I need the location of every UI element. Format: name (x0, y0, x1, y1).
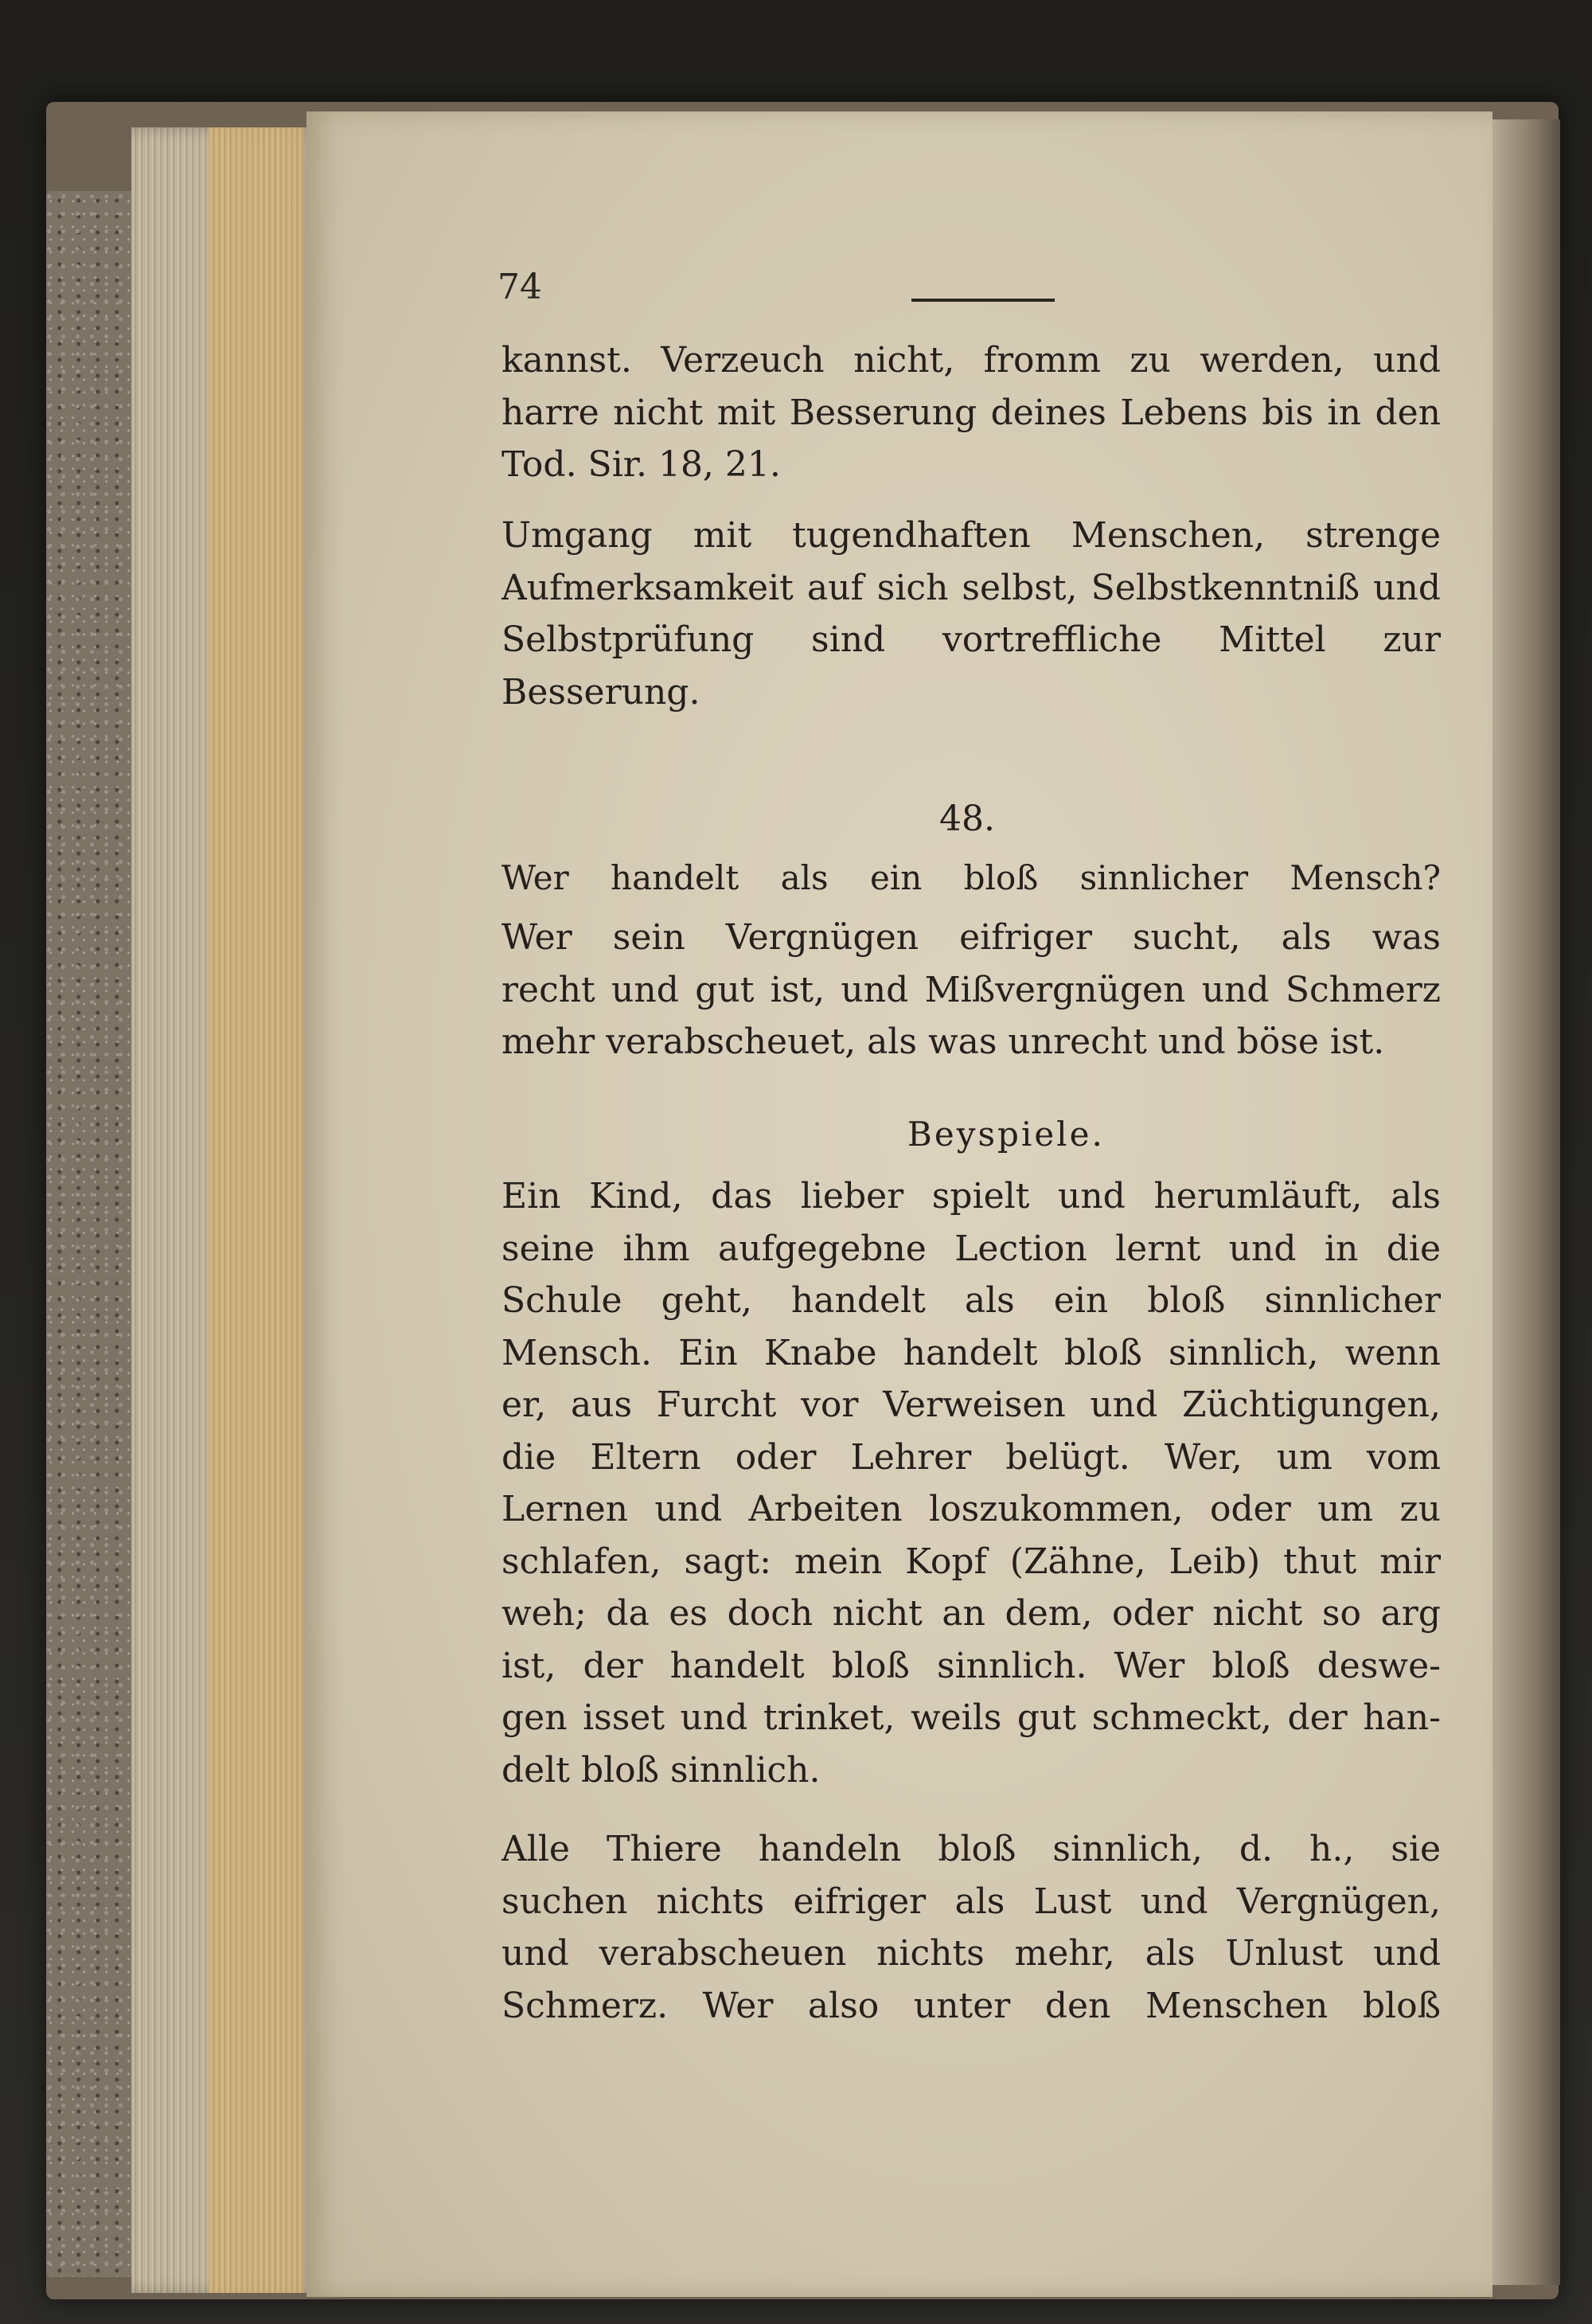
page-header (498, 267, 1453, 322)
text-line: er, aus Furcht vor Verweisen und Züchtigungen, (501, 1385, 1441, 1425)
text-line: Mensch. Ein Knabe handelt bloß sinnlich, wenn (501, 1332, 1441, 1373)
text-line: Ein Kind, das lieber spielt und herumläuft, als (501, 1176, 1441, 1217)
text-line: recht und gut ist, und Mißvergnügen und Schmerz (501, 969, 1441, 1010)
text-line: Lernen und Arbeiten loszukommen, oder um zu (501, 1489, 1441, 1529)
text-line: Aufmerksamkeit auf sich selbst, Selbstkenntniß und (501, 567, 1441, 608)
text-line: Schule geht, handelt als ein bloß sinnlicher (501, 1280, 1441, 1321)
text-line: seine ihm aufgegebne Lection lernt und in die (501, 1228, 1441, 1269)
paragraph-4 (501, 1823, 1441, 2032)
question-text: Wer handelt als ein bloß sinnlicher Mensch? (501, 858, 1441, 897)
text-line: weh; da es doch nicht an dem, oder nicht so arg (501, 1593, 1441, 1634)
text-line: Selbstprüfung sind vortreffliche Mittel zur (501, 619, 1441, 660)
text-line: Umgang mit tugendhaften Menschen, strenge (501, 515, 1441, 556)
text-line: und verabscheuen nichts mehr, als Unlust und (501, 1933, 1441, 1974)
text-line: harre nicht mit Besserung deines Lebens bis in den (501, 392, 1441, 433)
text-line: mehr verabscheuet, als was unrecht und böse ist. (501, 1021, 1385, 1062)
header-rule (911, 299, 1055, 302)
examples-heading: Beyspiele. (907, 1115, 1105, 1154)
text-line: ist, der handelt bloß sinnlich. Wer bloß deswe- (501, 1645, 1441, 1686)
text-line: Tod. Sir. 18, 21. (501, 444, 781, 485)
page-edges-gilt (209, 127, 304, 2293)
page-number: 74 (498, 267, 542, 307)
text-line: Besserung. (501, 671, 700, 713)
paragraph-1 (501, 510, 1441, 718)
continuation-paragraph (501, 334, 1441, 491)
text-line: Schmerz. Wer also unter den Menschen bloß (501, 1985, 1441, 2026)
text-line: gen isset und trinket, weils gut schmeckt, der han- (501, 1697, 1441, 1738)
text-line: suchen nichts eifriger als Lust und Vergnügen, (501, 1881, 1441, 1922)
paragraph-3 (501, 1170, 1441, 1796)
text-line: die Eltern oder Lehrer belügt. Wer, um vom (501, 1436, 1441, 1478)
text-line: Wer sein Vergnügen eifriger sucht, als was (501, 917, 1441, 958)
section-number: 48. (939, 799, 995, 839)
cover-marbled-edge (46, 191, 134, 2277)
section-question (501, 852, 1441, 904)
book-right-edge (1489, 119, 1560, 2285)
text-line: schlafen, sagt: mein Kopf (Zähne, Leib) thut mir (501, 1541, 1441, 1582)
text-line: delt bloß sinnlich. (501, 1749, 821, 1791)
text-line: kannst. Verzeuch nicht, fromm zu werden, und (501, 340, 1441, 381)
paragraph-2 (501, 912, 1441, 1068)
text-line: Alle Thiere handeln bloß sinnlich, d. h., sie (501, 1829, 1441, 1869)
